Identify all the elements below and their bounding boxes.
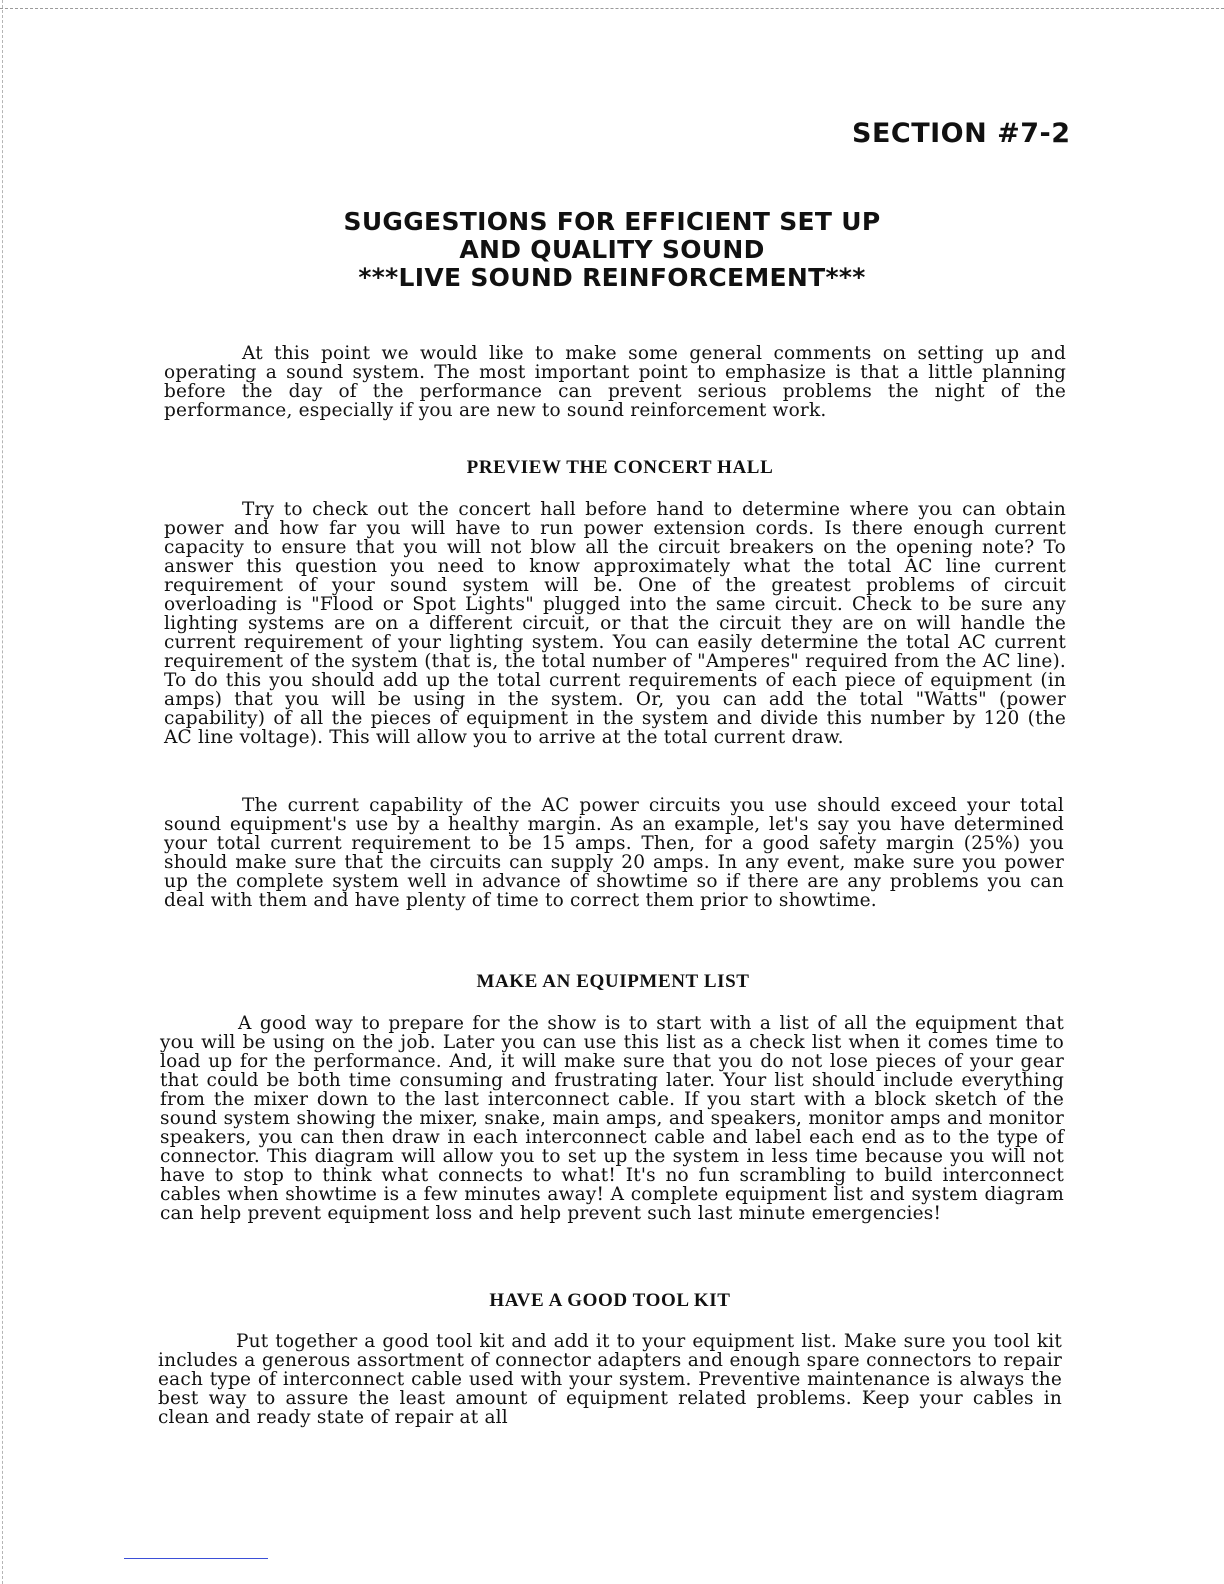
section-label: SECTION #7-2 [852,118,1071,149]
title-line-3: ***LIVE SOUND REINFORCEMENT*** [358,263,866,292]
title-line-2: AND QUALITY SOUND [459,235,765,264]
footnote-rule [124,1558,268,1559]
heading-equipment-list: MAKE AN EQUIPMENT LIST [476,971,750,992]
title-line-1: SUGGESTIONS FOR EFFICIENT SET UP [343,207,881,236]
heading-tool-kit: HAVE A GOOD TOOL KIT [489,1290,731,1311]
document-title [240,208,984,292]
paragraph-preview-2: The current capability of the AC power circuits you use should exceed your total sound equipment's use by a healthy margin. As an example, let's say you have determined your total current requirement to be 15 amps. Then, for a good safety margin (25%) you should make sure that the circuits can supply 20 amps. In any event, make sure you power up the complete system well in advance of showtime so if there are any problems you can deal with them and have plenty of time to correct them prior to showtime. [164,795,1064,911]
paragraph-preview-1: Try to check out the concert hall before hand to determine where you can obtain power and how far you will have to run power extension cords. Is there enough current capacity to ensure that you will not blow all the circuit breakers on the opening note? To answer this question you need to know approximately what the total AC line current requirement of your sound system will be. One of the greatest problems of circuit overloading is "Flood or Spot Lights" plugged into the same circuit. Check to be sure any lighting systems are on a different circuit, or that the circuit they are on will handle the current requirement of your lighting system. You can easily determine the total AC current requirement of the system (that is, the total number of "Amperes" required from the AC line). To do this you should add up the total current requirements of each piece of equipment (in amps) that you will be using in the system. Or, you can add the total "Watts" (power capability) of all the pieces of equipment in the system and divide this number by 120 (the AC line voltage). This will allow you to arrive at the total current draw. [164,499,1066,748]
scan-edge-top [0,8,1224,9]
intro-paragraph: At this point we would like to make some general comments on setting up and operating a sound system. The most important point to emphasize is that a little planning before the day of the performance can prevent serious problems the night of the performance, especially if you are new to sound reinforcement work. [164,343,1066,421]
heading-preview-concert-hall: PREVIEW THE CONCERT HALL [466,457,774,478]
paragraph-tool-kit: Put together a good tool kit and add it to your equipment list. Make sure you tool kit includes a generous assortment of connector adapters and enough spare connectors to repair each type of interconnect cable used with your system. Preventive maintenance is always the best way to assure the least amount of equipment related problems. Keep your cables in clean and ready state of repair at all [158,1331,1062,1428]
scan-edge-left [2,0,3,1584]
paragraph-equipment-list: A good way to prepare for the show is to start with a list of all the equipment that you will be using on the job. Later you can use this list as a check list when it comes time to load up for the performance. And, it will make sure that you do not lose pieces of your gear that could be both time consuming and frustrating later. Your list should include everything from the mixer down to the last interconnect cable. If you start with a block sketch of the sound system showing the mixer, snake, main amps, and speakers, monitor amps and monitor speakers, you can then draw in each interconnect cable and label each end as to the type of connector. This diagram will allow you to set up the system in less time because you will not have to stop to think what connects to what! It's no fun scrambling to build interconnect cables when showtime is a few minutes away! A complete equipment list and system diagram can help prevent equipment loss and help prevent such last minute emergencies! [160,1013,1064,1224]
